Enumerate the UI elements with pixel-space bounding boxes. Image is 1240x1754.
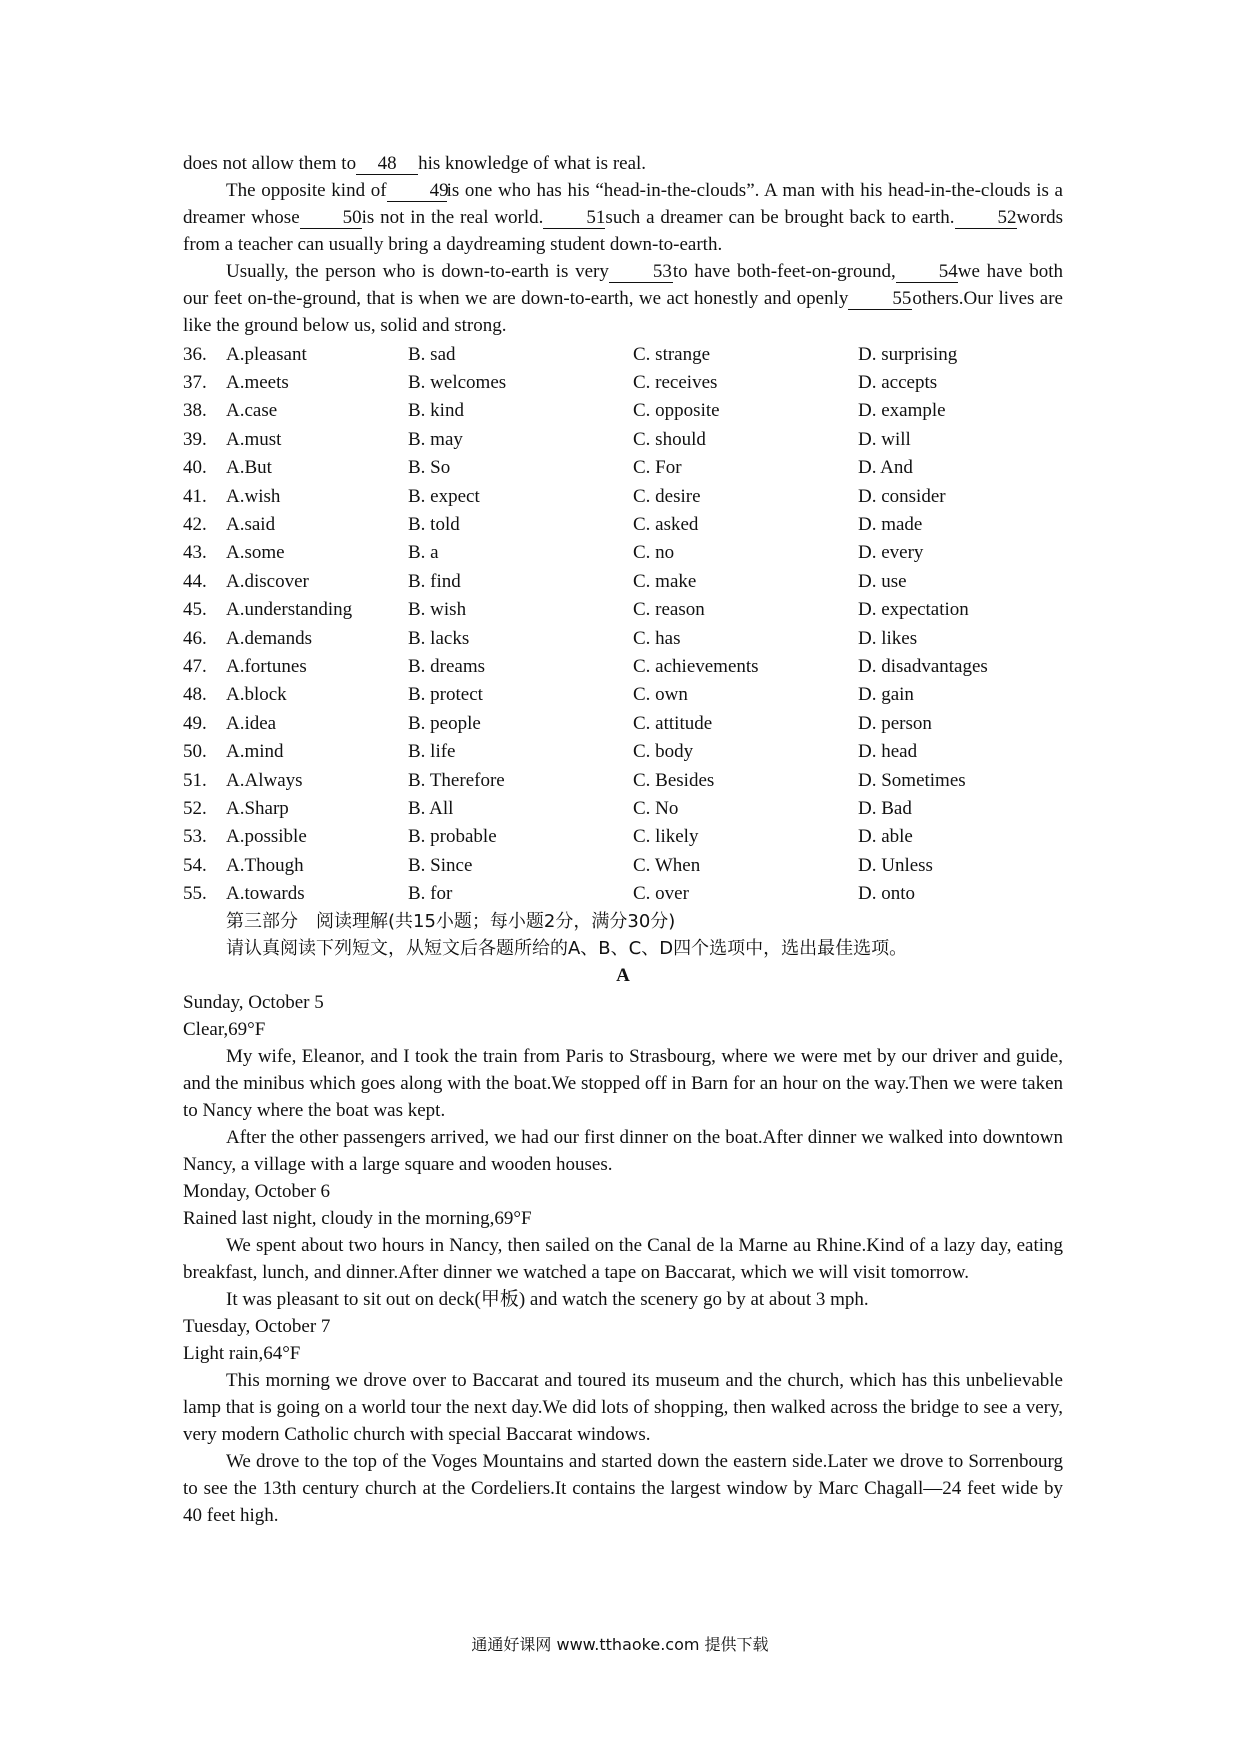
question-number: 48.: [183, 684, 207, 706]
option-b: B. Therefore: [408, 769, 505, 791]
option-d: D. example: [858, 400, 946, 422]
text: his knowledge of what is real.: [418, 153, 647, 174]
option-d: D. use: [858, 570, 907, 592]
option-c: C. no: [633, 542, 675, 564]
question-number: 41.: [183, 485, 207, 507]
page-footer: 通通好课网 www.tthaoke.com 提供下载: [471, 1635, 769, 1654]
cloze-paragraph-3: [183, 258, 1063, 339]
diary-weather: Rained last night, cloudy in the morning,69°F: [183, 1207, 532, 1229]
option-d: D. likes: [858, 627, 918, 649]
exam-page: [183, 150, 1063, 1529]
text: we have both our feet on-the-ground, that is when we are down-to-earth, we act honestly and openly: [183, 261, 1063, 309]
option-c: C. body: [633, 741, 694, 763]
option-row: [183, 879, 1063, 907]
option-b: B. protect: [408, 684, 483, 706]
option-d: D. head: [858, 741, 918, 763]
option-row: [183, 624, 1063, 652]
diary-date: Monday, October 6: [183, 1180, 331, 1202]
text: others.Our lives are like the ground below us, solid and strong.: [183, 288, 1063, 336]
passage-label: A: [616, 964, 630, 986]
question-number: 37.: [183, 372, 207, 394]
text: such a dreamer can be brought back to earth.: [605, 207, 955, 228]
option-c: C. asked: [633, 514, 699, 536]
option-row: [183, 652, 1063, 680]
option-d: D. consider: [858, 485, 946, 507]
option-b: B. probable: [408, 826, 497, 848]
diary-weather: Light rain,64°F: [183, 1342, 301, 1364]
text: is one who has his “head-in-the-clouds”. A man with his head-in-the-clouds is a dreamer whose: [183, 180, 1063, 228]
option-row: [183, 766, 1063, 794]
option-a: A.towards: [226, 883, 305, 905]
section-instruction: 请认真阅读下列短文，从短文后各题所给的A、B、C、D四个选项中，选出最佳选项。: [226, 937, 908, 959]
question-number: 46.: [183, 627, 207, 649]
option-a: A.mind: [226, 741, 284, 763]
diary-weather: Clear,69°F: [183, 1018, 266, 1040]
diary-paragraph: After the other passengers arrived, we had our first dinner on the boat.After dinner we walked into downtown Nancy, a village with a large square and wooden houses.: [183, 1126, 1063, 1175]
cloze-paragraph-2: [183, 177, 1063, 258]
option-row: [183, 823, 1063, 851]
option-b: B. wish: [408, 599, 467, 621]
question-number: 49.: [183, 712, 207, 734]
option-a: A.possible: [226, 826, 307, 848]
option-row: [183, 567, 1063, 595]
options-list: [183, 340, 1063, 908]
option-c: C. Besides: [633, 769, 715, 791]
option-b: B. lacks: [408, 627, 470, 649]
question-number: 54.: [183, 854, 207, 876]
blank-54: 54: [896, 262, 958, 283]
question-number: 42.: [183, 514, 207, 536]
text: to have both-feet-on-ground,: [672, 261, 896, 282]
option-b: B. kind: [408, 400, 464, 422]
option-b: B. Since: [408, 854, 473, 876]
option-row: [183, 510, 1063, 538]
question-number: 50.: [183, 741, 207, 763]
blank-49: 49: [387, 181, 447, 202]
option-b: B. expect: [408, 485, 480, 507]
option-row: [183, 596, 1063, 624]
question-number: 38.: [183, 400, 207, 422]
text: words from a teacher can usually bring a daydreaming student down-to-earth.: [183, 207, 1063, 255]
option-row: [183, 340, 1063, 368]
option-c: C. receives: [633, 372, 718, 394]
diary-date: Sunday, October 5: [183, 991, 324, 1013]
blank-50: 50: [300, 208, 362, 229]
option-d: D. And: [858, 457, 913, 479]
option-a: A.demands: [226, 627, 313, 649]
option-b: B. people: [408, 712, 481, 734]
option-b: B. may: [408, 428, 463, 450]
question-number: 40.: [183, 457, 207, 479]
question-number: 43.: [183, 542, 207, 564]
option-b: B. So: [408, 457, 451, 479]
option-b: B. life: [408, 741, 456, 763]
option-d: D. accepts: [858, 372, 938, 394]
option-d: D. will: [858, 428, 911, 450]
option-row: [183, 425, 1063, 453]
question-number: 55.: [183, 883, 207, 905]
option-b: B. welcomes: [408, 372, 507, 394]
option-b: B. told: [408, 514, 460, 536]
option-row: [183, 454, 1063, 482]
option-c: C. own: [633, 684, 688, 706]
option-c: C. strange: [633, 343, 711, 365]
option-a: A.block: [226, 684, 287, 706]
option-a: A.fortunes: [226, 655, 307, 677]
option-c: C. No: [633, 797, 679, 819]
option-d: D. person: [858, 712, 932, 734]
option-a: A.But: [226, 457, 272, 479]
question-number: 45.: [183, 599, 207, 621]
option-c: C. When: [633, 854, 701, 876]
blank-48: 48: [356, 154, 418, 175]
option-a: A.understanding: [226, 599, 353, 621]
blank-52: 52: [955, 208, 1017, 229]
option-a: A.must: [226, 428, 282, 450]
option-d: D. expectation: [858, 599, 969, 621]
option-row: [183, 737, 1063, 765]
diary-paragraph: We spent about two hours in Nancy, then sailed on the Canal de la Marne au Rhine.Kind of a lazy day, eating breakfast, lunch, and dinner.After dinner we watched a tape on Baccarat, which we will visit tomorrow.: [183, 1234, 1063, 1283]
option-d: D. every: [858, 542, 924, 564]
option-a: A.discover: [226, 570, 309, 592]
diary-paragraph: We drove to the top of the Voges Mountains and started down the eastern side.Later we drove to Sorrenbourg to see the 13th century church at the Cordeliers.It contains the largest window by Marc Chagall—24 feet wide by 40 feet high.: [183, 1450, 1063, 1526]
option-a: A.some: [226, 542, 285, 564]
option-a: A.wish: [226, 485, 281, 507]
option-a: A.idea: [226, 712, 277, 734]
option-b: B. for: [408, 883, 453, 905]
option-row: [183, 681, 1063, 709]
option-b: B. a: [408, 542, 439, 564]
question-number: 44.: [183, 570, 207, 592]
option-row: [183, 368, 1063, 396]
question-number: 52.: [183, 797, 207, 819]
option-c: C. likely: [633, 826, 699, 848]
option-c: C. should: [633, 428, 706, 450]
question-number: 51.: [183, 769, 207, 791]
option-row: [183, 397, 1063, 425]
option-a: A.Though: [226, 854, 304, 876]
option-a: A.Always: [226, 769, 303, 791]
option-row: [183, 709, 1063, 737]
diary-paragraph: It was pleasant to sit out on deck(甲板) and watch the scenery go by at about 3 mph.: [226, 1288, 869, 1310]
text: The opposite kind of: [226, 180, 387, 201]
text: Usually, the person who is down-to-earth is very: [226, 261, 609, 282]
section-heading: 第三部分 阅读理解(共15小题；每小题2分，满分30分): [226, 910, 676, 932]
option-a: A.said: [226, 514, 276, 536]
option-b: B. dreams: [408, 655, 486, 677]
blank-51: 51: [543, 208, 605, 229]
option-c: C. reason: [633, 599, 705, 621]
text: is not in the real world.: [361, 207, 544, 228]
blank-53: 53: [609, 262, 673, 283]
option-c: C. desire: [633, 485, 701, 507]
option-a: A.Sharp: [226, 797, 289, 819]
text: does not allow them to: [183, 153, 357, 174]
option-d: D. made: [858, 514, 923, 536]
option-a: A.case: [226, 400, 278, 422]
option-d: D. gain: [858, 684, 914, 706]
option-c: C. has: [633, 627, 681, 649]
question-number: 47.: [183, 655, 207, 677]
option-d: D. Sometimes: [858, 769, 966, 791]
cloze-line-1: [183, 150, 1063, 177]
option-c: C. attitude: [633, 712, 713, 734]
option-row: [183, 851, 1063, 879]
option-c: C. make: [633, 570, 697, 592]
question-number: 36.: [183, 343, 207, 365]
option-b: B. All: [408, 797, 454, 819]
option-row: [183, 794, 1063, 822]
option-a: A.meets: [226, 372, 289, 394]
option-d: D. Unless: [858, 854, 933, 876]
diary-paragraph: This morning we drove over to Baccarat and toured its museum and the church, which has this unbelievable lamp that is going on a world tour the next day.We did lots of shopping, then walked across the bridge to see a very, very modern Catholic church with special Baccarat windows.: [183, 1369, 1063, 1445]
option-d: D. surprising: [858, 343, 958, 365]
option-c: C. over: [633, 883, 689, 905]
diary-paragraph: My wife, Eleanor, and I took the train from Paris to Strasbourg, where we were met by our driver and guide, and the minibus which goes along with the boat.We stopped off in Barn for an hour on the way.Then we were taken to Nancy where the boat was kept.: [183, 1045, 1063, 1121]
option-b: B. find: [408, 570, 461, 592]
question-number: 53.: [183, 826, 207, 848]
option-c: C. For: [633, 457, 682, 479]
blank-55: 55: [848, 289, 912, 310]
option-c: C. achievements: [633, 655, 759, 677]
option-d: D. able: [858, 826, 913, 848]
option-row: [183, 482, 1063, 510]
option-a: A.pleasant: [226, 343, 307, 365]
option-d: D. disadvantages: [858, 655, 988, 677]
option-row: [183, 539, 1063, 567]
option-d: D. onto: [858, 883, 915, 905]
option-b: B. sad: [408, 343, 456, 365]
option-c: C. opposite: [633, 400, 720, 422]
question-number: 39.: [183, 428, 207, 450]
option-d: D. Bad: [858, 797, 912, 819]
diary-date: Tuesday, October 7: [183, 1315, 331, 1337]
